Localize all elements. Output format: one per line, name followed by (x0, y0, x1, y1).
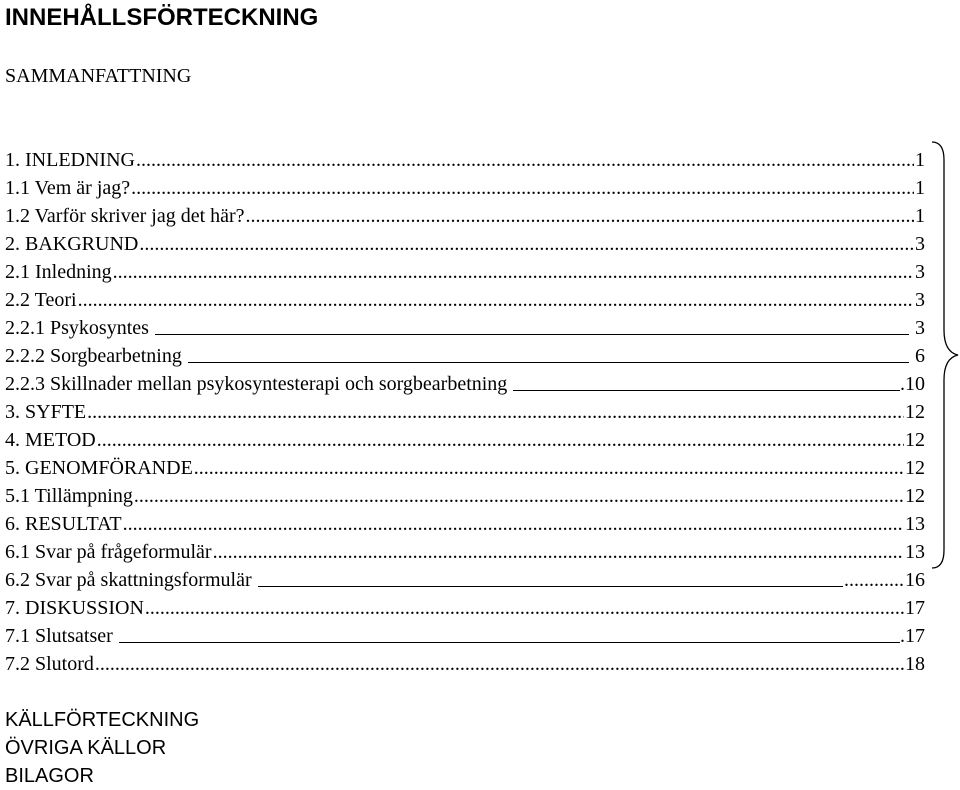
back-matter-item: BILAGOR (5, 765, 94, 787)
dot-leader (123, 510, 904, 538)
toc-entry (5, 202, 925, 230)
toc-entry-label: 2.2.3 Skillnader mellan psykosyntesterapi och sorgbearbetning (5, 373, 508, 395)
toc-entry-label: 6. RESULTAT (5, 513, 122, 535)
toc-entry-label: 5. GENOMFÖRANDE (5, 457, 193, 479)
toc-entry-label: 2. BAKGRUND (5, 233, 139, 255)
dot-leader (78, 286, 914, 314)
table-of-contents (5, 146, 925, 678)
toc-entry-label: 2.1 Inledning (5, 261, 112, 283)
toc-entry-label: 6.2 Svar på skattningsformulär (5, 569, 252, 591)
dot-leader (134, 482, 904, 510)
toc-entry (5, 314, 925, 342)
dot-leader (95, 650, 904, 678)
toc-entry (5, 146, 925, 174)
toc-entry-label: 2.2 Teori (5, 289, 77, 311)
toc-entry-page: 12 (905, 429, 925, 451)
dash-leader (188, 362, 909, 363)
toc-entry (5, 622, 925, 650)
toc-entry-page: 6 (915, 345, 925, 367)
page-title: INNEHÅLLSFÖRTECKNING (5, 4, 319, 31)
right-brace-icon (930, 140, 960, 570)
toc-entry-page: 12 (905, 457, 925, 479)
toc-entry (5, 650, 925, 678)
toc-entry (5, 370, 925, 398)
dot-leader (194, 454, 904, 482)
dash-leader (513, 390, 900, 391)
toc-entry-page: 1 (915, 149, 925, 171)
abstract-heading: SAMMANFATTNING (5, 65, 192, 87)
toc-entry (5, 258, 925, 286)
toc-entry-page: 17 (905, 597, 925, 619)
toc-entry (5, 174, 925, 202)
toc-entry (5, 566, 925, 594)
toc-entry-page: 3 (915, 317, 925, 339)
toc-entry-label: 7.1 Slutsatser (5, 625, 113, 647)
dot-leader (139, 230, 914, 258)
toc-entry (5, 510, 925, 538)
back-matter-item: ÖVRIGA KÄLLOR (5, 737, 167, 759)
dash-leader (258, 586, 843, 587)
toc-entry-page: 12 (905, 485, 925, 507)
back-matter-list (5, 706, 199, 790)
toc-entry-page: 18 (905, 653, 925, 675)
dash-leader (155, 334, 909, 335)
dot-leader (97, 426, 904, 454)
toc-entry-label: 7.2 Slutord (5, 653, 94, 675)
toc-entry-page: 1 (915, 177, 925, 199)
toc-entry (5, 538, 925, 566)
toc-entry (5, 230, 925, 258)
toc-entry (5, 426, 925, 454)
toc-entry (5, 342, 925, 370)
dot-leader (113, 258, 914, 286)
toc-entry (5, 482, 925, 510)
toc-entry-page: 3 (915, 233, 925, 255)
toc-entry-page: .10 (900, 373, 925, 395)
toc-entry (5, 594, 925, 622)
dot-leader (136, 146, 914, 174)
dot-leader (844, 566, 904, 594)
back-matter-item: KÄLLFÖRTECKNING (5, 709, 200, 731)
toc-entry-label: 5.1 Tillämpning (5, 485, 133, 507)
dot-leader (87, 398, 904, 426)
dot-leader (131, 174, 914, 202)
dot-leader (145, 594, 904, 622)
toc-entry-page: 13 (905, 513, 925, 535)
toc-entry-label: 4. METOD (5, 429, 96, 451)
toc-entry-label: 3. SYFTE (5, 401, 87, 423)
toc-entry-page: 13 (905, 541, 925, 563)
toc-entry-label: 7. DISKUSSION (5, 597, 144, 619)
toc-entry-page: .17 (900, 625, 925, 647)
toc-entry-label: 1.2 Varför skriver jag det här? (5, 205, 245, 227)
toc-entry-page: 3 (915, 289, 925, 311)
toc-entry-page: 1 (915, 205, 925, 227)
toc-entry-label: 2.2.2 Sorgbearbetning (5, 345, 182, 367)
toc-entry-page: 12 (905, 401, 925, 423)
toc-entry-label: 2.2.1 Psykosyntes (5, 317, 149, 339)
toc-entry-page: 16 (905, 569, 925, 591)
dash-leader (119, 642, 900, 643)
toc-entry-page: 3 (915, 261, 925, 283)
toc-entry-label: 6.1 Svar på frågeformulär (5, 541, 212, 563)
toc-entry (5, 454, 925, 482)
dot-leader (213, 538, 904, 566)
dot-leader (246, 202, 914, 230)
toc-entry-label: 1.1 Vem är jag? (5, 177, 131, 199)
toc-entry (5, 286, 925, 314)
toc-entry (5, 398, 925, 426)
toc-entry-label: 1. INLEDNING (5, 149, 135, 171)
